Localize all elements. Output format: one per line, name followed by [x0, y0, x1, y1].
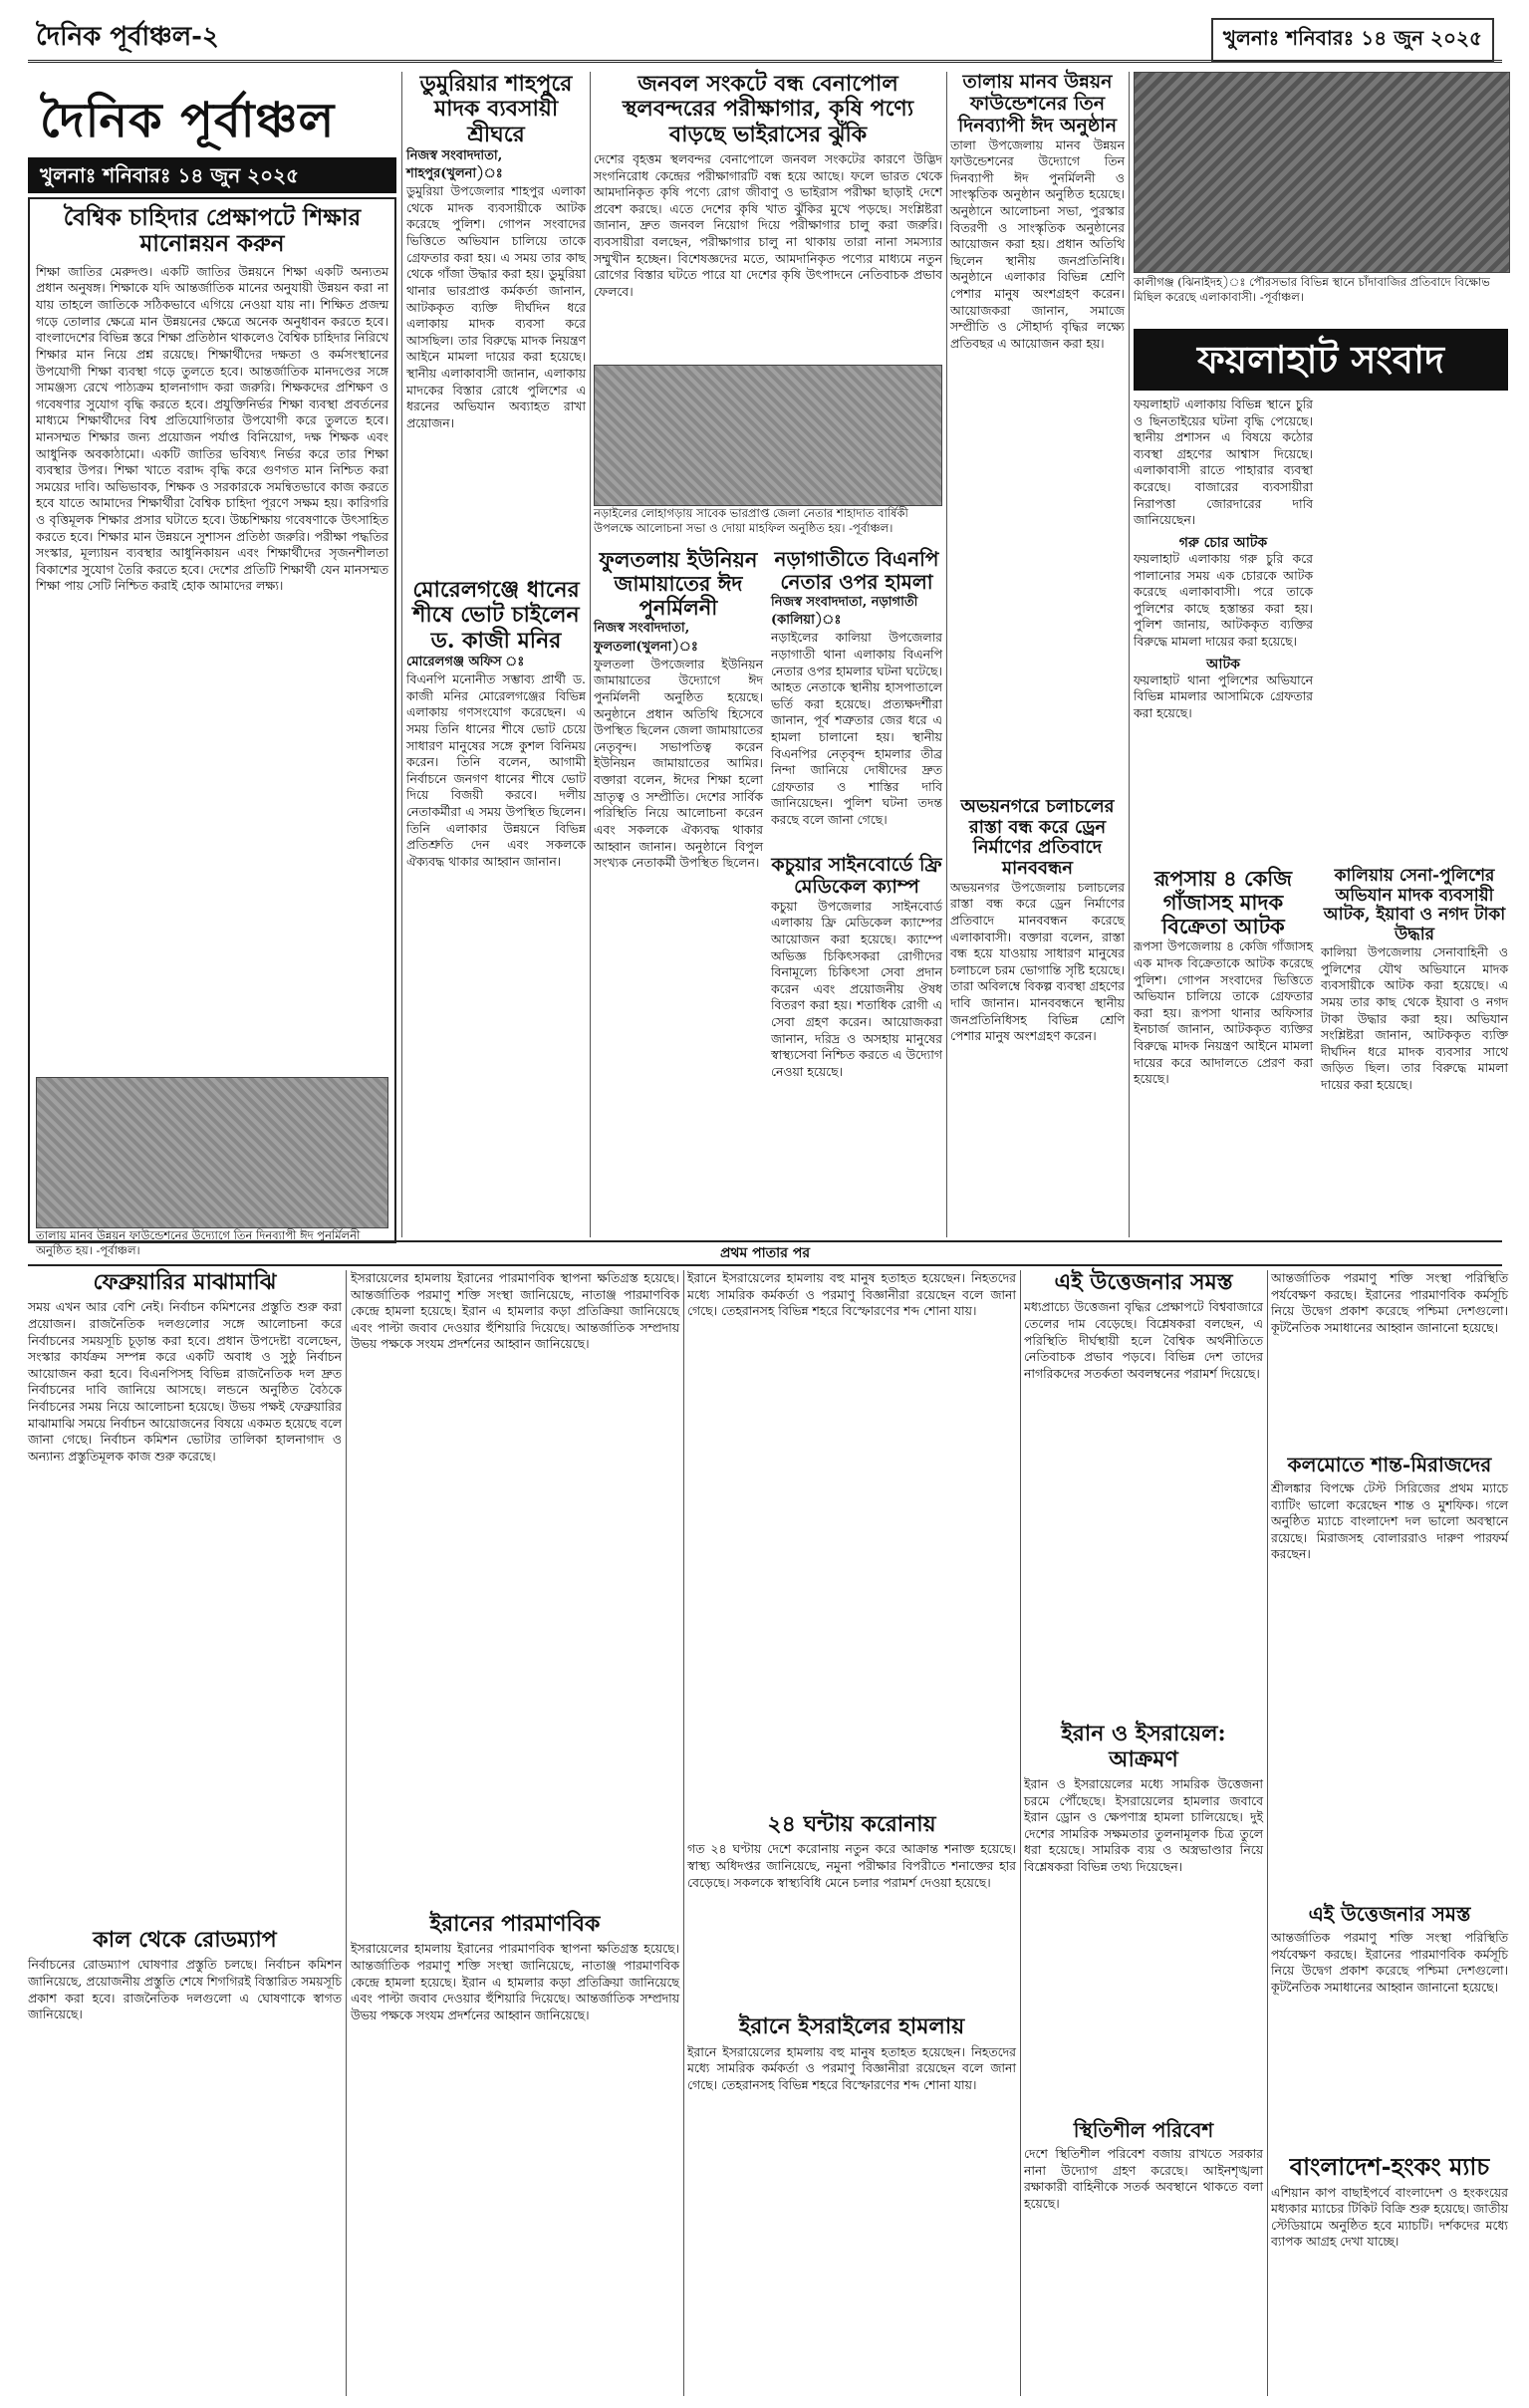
kaliya-headline: কালিয়ায় সেনা-পুলিশের অভিযান মাদক ব্যবসায়ী আটক, ইয়াবা ও নগদ টাকা উদ্ধার — [1323, 866, 1506, 944]
kaliganj-photo-caption: কালীগঞ্জ (ঝিনাইদহ)ঃ পৌরসভার বিভিন্ন স্থানে চাঁদাবাজির প্রতিবাদে বিক্ষোভ মিছিল করেছে এলাকাবাসী। -পূর্বাঞ্চল। — [1134, 275, 1490, 304]
uttejona2-headline: এই উত্তেজনার সমস্ত — [1308, 1902, 1471, 1926]
rupsha-headline: রূপসায় ৪ কেজি গাঁজাসহ মাদক বিক্রেতা আটক — [1153, 866, 1293, 939]
education-photo-caption: তালায় মানব উন্নয়ন ফাউন্ডেশনের উদ্যোগে তিন দিনব্যাপী ঈদ পুনর্মিলনী অনুষ্ঠিত হয়। -পূর্বাঞ্চল। — [36, 1227, 361, 1257]
medical-body: কচুয়া উপজেলার সাইনবোর্ড এলাকায় ফ্রি মেডিকেল ক্যাম্পের আয়োজন করা হয়েছে। ক্যাম্পে অভিজ্ঞ চিকিৎসকরা রোগীদের বিনামূল্যে চিকিৎসা সেবা প্রদান করেন এবং প্রয়োজনীয় ঔষধ বিতরণ করা হয়। শতাধিক রোগী এ সেবা গ্রহণ করেন। আয়োজকরা জানান, দরিদ্র ও অসহায় মানুষের স্বাস্থ্যসেবা নিশ্চিত করতে এ উদ্যোগ নেওয়া হয়েছে। — [771, 898, 942, 1079]
sports-lead: আন্তর্জাতিক পরমাণু শক্তি সংস্থা পরিস্থিতি পর্যবেক্ষণ করছে। ইরানের পারমাণবিক কর্মসূচি নিয়ে উদ্বেগ প্রকাশ করেছে পশ্চিমা দেশগুলো। কূটনৈতিক সমাধানের আহ্বান জানানো হয়েছে। — [1271, 1270, 1508, 1335]
rice-body: বিএনপি মনোনীত সম্ভাব্য প্রার্থী ড. কাজী মনির মোরেলগঞ্জের বিভিন্ন এলাকায় গণসংযোগ করেছেন। এ সময় তিনি ধানের শীষে ভোট চেয়ে সাধারণ মানুষের সঙ্গে কুশল বিনিময় করেন। তিনি বলেন, আগামী নির্বাচনে জনগণ ধানের শীষে ভোট দিয়ে বিজয়ী করবে। দলীয় নেতাকর্মীরা এ সময় উপস্থিত ছিলেন। তিনি এলাকার উন্নয়নে বিভিন্ন প্রতিশ্রুতি দেন এবং সকলকে ঐক্যবদ্ধ থাকার আহ্বান জানান। — [406, 671, 586, 869]
kaliya-article — [1321, 867, 1508, 1235]
israel-attack-column — [687, 1270, 1016, 2396]
drug-byline: নিজস্ব সংবাদদাতা, শাহপুর(খুলনা)ঃ — [406, 147, 503, 182]
faylahat-sub2-headline: আটক — [1206, 656, 1240, 672]
drug-body: ডুমুরিয়া উপজেলার শাহপুর এলাকা থেকে মাদক ব্যবসায়ীকে আটক করেছে পুলিশ। গোপন সংবাদের ভিত্তিতে অভিযান চালিয়ে তাকে গ্রেফতার করা হয়। এ সময় তার কাছ থেকে গাঁজা উদ্ধার করা হয়। ডুমুরিয়া থানার ভারপ্রাপ্ত কর্মকর্তা জানান, আটককৃত ব্যক্তি দীর্ঘদিন ধরে এলাকায় মাদক ব্যবসা করে আসছিল। তার বিরুদ্ধে মাদক নিয়ন্ত্রণ আইনে মামলা দায়ের করা হয়েছে। স্থানীয় এলাকাবাসী জানান, এলাকায় মাদকের বিস্তার রোধে পুলিশের এ ধরনের অভিযান অব্যাহত রাখা প্রয়োজন। — [406, 183, 586, 430]
iran-nuclear-body: ইসরায়েলের হামলায় ইরানের পারমাণবিক স্থাপনা ক্ষতিগ্রস্ত হয়েছে। আন্তর্জাতিক পরমাণু শক্তি সংস্থা জানিয়েছে, নাতাঞ্জ পারমাণবিক কেন্দ্রে হামলা হয়েছে। ইরান এ হামলার কড়া প্রতিক্রিয়া জানিয়েছে এবং পাল্টা জবাব দেওয়ার হুঁশিয়ারি দিয়েছে। আন্তর্জাতিক সম্প্রদায় উভয় পক্ষকে সংযম প্রদর্শনের আহ্বান জানিয়েছে। — [351, 1941, 679, 2022]
benapole-article — [594, 72, 942, 540]
kolmote-headline: কলমোতে শান্ত-মিরাজদের — [1287, 1453, 1492, 1476]
column-rule — [946, 72, 947, 1237]
february-article — [28, 1270, 342, 1918]
column-rule — [683, 1270, 684, 2396]
roadmap-headline: কাল থেকে রোডম্যাপ — [93, 1927, 277, 1953]
narail-byline: নিজস্ব সংবাদদাতা, নড়াগাতী (কালিয়া)ঃ — [771, 595, 918, 629]
uttejona-body: মধ্যপ্রাচ্যে উত্তেজনা বৃদ্ধির প্রেক্ষাপটে বিশ্ববাজারে তেলের দাম বেড়েছে। বিশ্লেষকরা বলছেন, এ পরিস্থিতি দীর্ঘস্থায়ী হলে বৈশ্বিক অর্থনীতিতে নেতিবাচক প্রভাব পড়বে। বিভিন্ন দেশ তাদের নাগরিকদের সতর্কতা অবলম্বনের পরামর্শ দিয়েছে। — [1024, 1299, 1263, 1381]
israel-attack-headline: ইরানে ইসরাইলের হামলায় — [738, 2013, 965, 2040]
hongkong-headline: বাংলাদেশ-হংকং ম্যাচ — [1289, 2152, 1490, 2181]
rice-article — [406, 578, 586, 1235]
column-rule — [1020, 1270, 1021, 2396]
column-rule — [346, 1270, 347, 2396]
benapole-body: দেশের বৃহত্তম স্থলবন্দর বেনাপোলে জনবল সংকটের কারণে উদ্ভিদ সংগনিরোধ কেন্দ্রের পরীক্ষাগারটি বন্ধ হয়ে আছে। ফলে ভারত থেকে আমদানিকৃত কৃষি পণ্যে রোগ জীবাণু ও ভাইরাস পরীক্ষা ছাড়াই দেশে প্রবেশ করছে। এতে দেশের কৃষি খাত ঝুঁকির মুখে পড়ছে। সংশ্লিষ্টরা জানান, দ্রুত জনবল নিয়োগ দিয়ে পরীক্ষাগার চালু করা জরুরি। ব্যবসায়ীরা বলছেন, পরীক্ষাগার চালু না থাকায় তারা নানা সমস্যার সম্মুখীন হচ্ছেন। বিশেষজ্ঞদের মতে, আমদানিকৃত পণ্যের মাধ্যমে নতুন রোগের বিস্তার ঘটতে পারে যা দেশের কৃষি উৎপাদনে নেতিবাচক প্রভাব ফেলবে। — [594, 150, 942, 299]
medical-article — [771, 855, 942, 1235]
february-body: সময় এখন আর বেশি নেই। নির্বাচন কমিশনের প্রস্তুতি শুরু করা প্রয়োজন। রাজনৈতিক দলগুলোর সঙ্গে আলোচনা করে নির্বাচনের সময়সূচি চূড়ান্ত করা হবে। প্রধান উপদেষ্টা বলেছেন, সংস্কার কার্যক্রম সম্পন্ন করে একটি অবাধ ও সুষ্ঠু নির্বাচন আয়োজন করা হবে। বিএনপিসহ বিভিন্ন রাজনৈতিক দল দ্রুত নির্বাচনের দাবি জানিয়ে আসছে। লন্ডনে অনুষ্ঠিত বৈঠকে নির্বাচনের সময় নিয়ে আলোচনা হয়েছে। উভয় পক্ষই ফেব্রুয়ারির মাঝামাঝি সময়ে নির্বাচন আয়োজনের বিষয়ে একমত হয়েছে বলে জানা গেছে। নির্বাচন কমিশন ভোটার তালিকা হালনাগাদ ও অন্যান্য প্রস্তুতিমূলক কাজ শুরু করেছে। — [28, 1299, 342, 1464]
tala-article — [950, 72, 1125, 789]
roadmap-body: নির্বাচনের রোডম্যাপ ঘোষণার প্রস্তুতি চলছে। নির্বাচন কমিশন জানিয়েছে, প্রয়োজনীয় প্রস্তুতি শেষে শিগগিরই বিস্তারিত সময়সূচি প্রকাশ করা হবে। রাজনৈতিক দলগুলো এ ঘোষণাকে স্বাগত জানিয়েছে। — [28, 1957, 342, 2022]
tala-headline: তালায় মানব উন্নয়ন ফাউন্ডেশনের তিন দিনব্যাপী ঈদ অনুষ্ঠান — [957, 71, 1118, 136]
fultola-byline: নিজস্ব সংবাদদাতা, ফুলতলা(খুলনা)ঃ — [594, 621, 698, 655]
header-date: খুলনাঃ শনিবারঃ ১৪ জুন ২০২৫ — [1211, 18, 1494, 63]
faylahat-body: ফয়লাহাট এলাকায় বিভিন্ন স্থানে চুরি ও ছিনতাইয়ের ঘটনা বৃদ্ধি পেয়েছে। স্থানীয় প্রশাসন এ বিষয়ে কঠোর ব্যবস্থা গ্রহণের আশ্বাস দিয়েছে। এলাকাবাসী রাতে পাহারার ব্যবস্থা করেছে। বাজারের ব্যবসায়ীরা নিরাপত্তা জোরদারের দাবি জানিয়েছেন। — [1134, 397, 1313, 528]
faylahat-sub1-headline: গরু চোর আটক — [1178, 534, 1268, 551]
stable-body: দেশে স্থিতিশীল পরিবেশ বজায় রাখতে সরকার নানা উদ্যোগ গ্রহণ করেছে। আইনশৃঙ্খলা রক্ষাকারী বাহিনীকে সতর্ক অবস্থানে থাকতে বলা হয়েছে। — [1024, 2145, 1263, 2211]
fultola-headline: ফুলতলায় ইউনিয়ন জামায়াতের ঈদ পুনর্মিলনী — [599, 547, 758, 621]
drug-headline: ডুমুরিয়ার শাহপুরে মাদক ব্যবসায়ী শ্রীঘরে — [419, 71, 573, 147]
column-rule — [590, 72, 591, 1237]
iran-israel-body: ইরান ও ইসরায়েলের মধ্যে সামরিক উত্তেজনা চরমে পৌঁছেছে। ইসরায়েলের হামলার জবাবে ইরান ড্রোন ও ক্ষেপণাস্ত্র হামলা চালিয়েছে। দুই দেশের সামরিক সক্ষমতার তুলনামূলক চিত্র তুলে ধরা হয়েছে। সামরিক ব্যয় ও অস্ত্রভাণ্ডার নিয়ে বিশ্লেষকরা বিভিন্ন তথ্য দিয়েছেন। — [1024, 1775, 1263, 1874]
column-rule — [1267, 1270, 1268, 2396]
benapole-headline: জনবল সংকটে বন্ধ বেনাপোল স্থলবন্দরের পরীক্ষাগার, কৃষি পণ্যে বাড়ছে ভাইরাসের ঝুঁকি — [622, 71, 914, 147]
roadmap-article — [28, 1928, 342, 2396]
rupsha-body: রূপসা উপজেলায় ৪ কেজি গাঁজাসহ এক মাদক বিক্রেতাকে আটক করেছে পুলিশ। গোপন সংবাদের ভিত্তিতে অভিযান চালিয়ে তাকে গ্রেফতার করা হয়। রূপসা থানার অফিসার ইনচার্জ জানান, আটককৃত ব্যক্তির বিরুদ্ধে মাদক নিয়ন্ত্রণ আইনে মামলা দায়ের করে আদালতে প্রেরণ করা হয়েছে। — [1134, 938, 1313, 1087]
corona-headline: ২৪ ঘন্টায় করোনায় — [767, 1811, 936, 1837]
uttejona-headline: এই উত্তেজনার সমস্ত — [1054, 1269, 1233, 1295]
israel-attack-lead: ইরানে ইসরায়েলের হামলায় বহু মানুষ হতাহত হয়েছেন। নিহতদের মধ্যে সামরিক কর্মকর্তা ও পরমাণু বিজ্ঞানীরা রয়েছেন বলে জানা গেছে। তেহরানসহ বিভিন্ন শহরে বিস্ফোরণের শব্দ শোনা যায়। — [687, 1270, 1016, 1319]
faylahat-section-bar: ফয়লাহাট সংবাদ — [1134, 329, 1508, 391]
rupsha-article — [1134, 867, 1313, 1235]
medical-headline: কচুয়ার সাইনবোর্ডে ফ্রি মেডিকেল ক্যাম্প — [771, 854, 942, 898]
column-rule — [401, 72, 402, 1237]
education-headline: বৈশ্বিক চাহিদার প্রেক্ষাপটে শিক্ষার মানোন্নয়ন করুন — [63, 204, 362, 258]
stable-headline: স্থিতিশীল পরিবেশ — [1073, 2117, 1214, 2142]
tala-body: তালা উপজেলায় মানব উন্নয়ন ফাউন্ডেশনের উদ্যোগে তিন দিনব্যাপী ঈদ পুনর্মিলনী ও সাংস্কৃতিক অনুষ্ঠান অনুষ্ঠিত হয়েছে। অনুষ্ঠানে আলোচনা সভা, পুরস্কার বিতরণী ও সাংস্কৃতিক অনুষ্ঠানের আয়োজন করা হয়। প্রধান অতিথি ছিলেন স্থানীয় জনপ্রতিনিধি। অনুষ্ঠানে এলাকার বিভিন্ন শ্রেণি পেশার মানুষ অংশগ্রহণ করেন। আয়োজকরা জানান, সমাজে সম্প্রীতি ও সৌহার্দ্য বৃদ্ধির লক্ষ্যে প্রতিবছর এ আয়োজন করা হয়। — [950, 136, 1125, 351]
fultola-article — [594, 548, 763, 1235]
israel-attack-body: ইরানে ইসরায়েলের হামলায় বহু মানুষ হতাহত হয়েছেন। নিহতদের মধ্যে সামরিক কর্মকর্তা ও পরমাণু বিজ্ঞানীরা রয়েছেন বলে জানা গেছে। তেহরানসহ বিভিন্ন শহরে বিস্ফোরণের শব্দ শোনা যায়। — [687, 2043, 1016, 2092]
masthead-title: দৈনিক পূর্বাঞ্চল — [40, 93, 336, 148]
fultola-body: ফুলতলা উপজেলার ইউনিয়ন জামায়াতের উদ্যোগে ঈদ পুনর্মিলনী অনুষ্ঠিত হয়েছে। অনুষ্ঠানে প্রধান অতিথি হিসেবে উপস্থিত ছিলেন জেলা জামায়াতের নেতৃবৃন্দ। সভাপতিত্ব করেন ইউনিয়ন জামায়াতের আমির। বক্তারা বলেন, ঈদের শিক্ষা হলো ভ্রাতৃত্ব ও সম্প্রীতি। দেশের সার্বিক পরিস্থিতি নিয়ে আলোচনা করেন এবং সকলকে ঐক্যবদ্ধ থাকার আহ্বান জানান। অনুষ্ঠানে বিপুল সংখ্যক নেতাকর্মী উপস্থিত ছিলেন। — [594, 656, 763, 871]
canal-body: অভয়নগর উপজেলায় চলাচলের রাস্তা বন্ধ করে ড্রেন নির্মাণের প্রতিবাদে মানববন্ধন করেছে এলাকাবাসী। বক্তারা বলেন, রাস্তা বন্ধ হয়ে যাওয়ায় সাধারণ মানুষের চলাচলে চরম ভোগান্তি সৃষ্টি হয়েছে। তারা অবিলম্বে বিকল্প ব্যবস্থা গ্রহণের দাবি জানান। মানববন্ধনে স্থানীয় জনপ্রতিনিধিসহ বিভিন্ন শ্রেণি পেশার মানুষ অংশগ্রহণ করেন। — [950, 879, 1125, 1044]
canal-article — [950, 797, 1125, 1235]
faylahat-sub2-body: ফয়লাহাট থানা পুলিশের অভিযানে বিভিন্ন মামলার আসামিকে গ্রেফতার করা হয়েছে। — [1134, 671, 1313, 720]
narail-body: নড়াইলের কালিয়া উপজেলার নড়াগাতী থানা এলাকায় বিএনপি নেতার ওপর হামলার ঘটনা ঘটেছে। আহত নেতাকে স্থানীয় হাসপাতালে ভর্তি করা হয়েছে। প্রত্যক্ষদর্শীরা জানান, পূর্ব শত্রুতার জের ধরে এ হামলা চালানো হয়। স্থানীয় বিএনপির নেতৃবৃন্দ হামলার তীব্র নিন্দা জানিয়ে দোষীদের দ্রুত গ্রেফতার ও শাস্তির দাবি জানিয়েছেন। পুলিশ ঘটনা তদন্ত করছে বলে জানা গেছে। — [771, 630, 942, 828]
iran-nuclear-article — [351, 1270, 679, 2396]
iran-nuclear-headline: ইরানের পারমাণবিক — [429, 1911, 601, 1937]
page-header — [28, 8, 1502, 63]
masthead-date: খুলনাঃ শনিবারঃ ১৪ জুন ২০২৫ — [28, 157, 396, 193]
canal-headline: অভয়নগরে চলাচলের রাস্তা বন্ধ করে ড্রেন নির্মাণের প্রতিবাদে মানববন্ধন — [960, 796, 1115, 880]
kaliya-body: কালিয়া উপজেলায় সেনাবাহিনী ও পুলিশের যৌথ অভিযানে মাদক ব্যবসায়ীকে আটক করা হয়েছে। এ সময় তার কাছ থেকে ইয়াবা ও নগদ টাকা উদ্ধার করা হয়। অভিযান সংশ্লিষ্টরা জানান, আটককৃত ব্যক্তি দীর্ঘদিন ধরে মাদক ব্যবসার সাথে জড়িত ছিল। তার বিরুদ্ধে মামলা দায়ের করা হয়েছে। — [1321, 944, 1508, 1093]
sports-column — [1271, 1270, 1508, 2396]
drug-article — [406, 72, 586, 570]
education-photo — [36, 1077, 388, 1228]
hongkong-body: এশিয়ান কাপ বাছাইপর্বে বাংলাদেশ ও হংকংয়ের মধ্যকার ম্যাচের টিকিট বিক্রি শুরু হয়েছে। জাতীয় স্টেডিয়ামে অনুষ্ঠিত হবে ম্যাচটি। দর্শকদের মধ্যে ব্যাপক আগ্রহ দেখা যাচ্ছে। — [1271, 2184, 1508, 2250]
narail-headline: নড়াগাতীতে বিএনপি নেতার ওপর হামলা — [774, 547, 939, 594]
benapole-photo-caption: নড়াইলের লোহাগড়ায় সাবেক ভারপ্রাপ্ত জেলা নেতার শাহাদাত বার্ষিকী উপলক্ষে আলোচনা সভা ও দোয়া মাহফিল অনুষ্ঠিত হয়। -পূর্বাঞ্চল। — [594, 505, 908, 535]
february-headline: ফেব্রুয়ারির মাঝামাঝি — [93, 1269, 277, 1295]
faylahat-sub1-body: ফয়লাহাট এলাকায় গরু চুরি করে পালানোর সময় এক চোরকে আটক করেছে এলাকাবাসী। পরে তাকে পুলিশের কাছে হস্তান্তর করা হয়। পুলিশ জানায়, আটককৃত ব্যক্তির বিরুদ্ধে মামলা দায়ের করা হয়েছে। — [1134, 550, 1313, 650]
rice-headline: মোরেলগঞ্জে ধানের শীষে ভোট চাইলেন ড. কাজী মনির — [412, 577, 580, 654]
kaliganj-photo — [1134, 72, 1510, 273]
column-rule — [1129, 72, 1130, 1237]
header-paper-name: দৈনিক পূর্বাঞ্চল-২ — [36, 22, 219, 52]
narail-article — [771, 548, 942, 847]
uttejona-column — [1024, 1270, 1263, 2396]
benapole-photo — [594, 365, 942, 506]
rice-byline: মোরেলগঞ্জ অফিস ঃ — [406, 654, 525, 669]
section-continued-bar: প্রথম পাতার পর — [28, 1240, 1502, 1266]
education-body: শিক্ষা জাতির মেরুদণ্ড। একটি জাতির উন্নয়নে শিক্ষা একটি অন্যতম প্রধান অনুষঙ্গ। শিক্ষাকে যদি আন্তর্জাতিক মানের অনুযায়ী উন্নয়ন করা না যায় তাহলে জাতিকে সঠিকভাবে এগিয়ে নেওয়া যায় না। শিক্ষিত প্রজন্ম গড়ে তোলার ক্ষেত্রে মান উন্নয়নের ক্ষেত্রে অনেক অনুধাবন করতে হবে। বাংলাদেশের বিভিন্ন স্তরে শিক্ষা প্রতিষ্ঠান থাকলেও বৈশ্বিক চাহিদার নিরিখে শিক্ষার মান নিয়ে প্রশ্ন রয়েছে। শিক্ষার্থীদের দক্ষতা ও কর্মসংস্থানের উপযোগী শিক্ষা ব্যবস্থা গড়ে তুলতে হবে। আন্তর্জাতিক মানদণ্ডের সঙ্গে সামঞ্জস্য রেখে পাঠ্যক্রম হালনাগাদ করা জরুরি। শিক্ষকদের প্রশিক্ষণ ও গবেষণার সুযোগ বৃদ্ধি করতে হবে। প্রযুক্তিনির্ভর শিক্ষা ব্যবস্থা প্রবর্তনের মাধ্যমে শিক্ষার্থীদের বিশ্ব প্রতিযোগিতার উপযোগী করে তুলতে হবে। মানসম্মত শিক্ষার জন্য প্রয়োজন পর্যাপ্ত বিনিয়োগ, দক্ষ শিক্ষক এবং আধুনিক অবকাঠামো। একটি জাতির ভবিষ্যৎ নির্ভর করে তার শিক্ষা ব্যবস্থার উপর। শিক্ষা খাতে বরাদ্দ বৃদ্ধি করে গুণগত মান নিশ্চিত করা সময়ের দাবি। অভিভাবক, শিক্ষক ও সরকারকে সমন্বিতভাবে কাজ করতে হবে যাতে আমাদের শিক্ষার্থীরা বৈশ্বিক চাহিদা পূরণে সক্ষম হয়। কারিগরি ও বৃত্তিমূলক শিক্ষার প্রসার ঘটাতে হবে। উচ্চশিক্ষায় গবেষণাকে উৎসাহিত করতে হবে। শিক্ষার মান উন্নয়নে সুশাসন প্রতিষ্ঠা জরুরি। পরীক্ষা পদ্ধতির সংস্কার, মূল্যায়ন ব্যবস্থার আধুনিকায়ন এবং শিক্ষার্থীদের সৃজনশীলতা বিকাশের সুযোগ তৈরি করতে হবে। দেশের প্রতিটি শিক্ষার্থী যেন মানসম্মত শিক্ষা পায় সেটি নিশ্চিত করাই হোক আমাদের লক্ষ্য। — [36, 263, 388, 594]
iran-israel-headline: ইরান ও ইসরায়েল: আক্রমণ — [1061, 1721, 1226, 1772]
iran-nuclear-lead: ইসরায়েলের হামলায় ইরানের পারমাণবিক স্থাপনা ক্ষতিগ্রস্ত হয়েছে। আন্তর্জাতিক পরমাণু শক্তি সংস্থা জানিয়েছে, নাতাঞ্জ পারমাণবিক কেন্দ্রে হামলা হয়েছে। ইরান এ হামলার কড়া প্রতিক্রিয়া জানিয়েছে এবং পাল্টা জবাব দেওয়ার হুঁশিয়ারি দিয়েছে। আন্তর্জাতিক সম্প্রদায় উভয় পক্ষকে সংযম প্রদর্শনের আহ্বান জানিয়েছে। — [351, 1270, 679, 1352]
corona-body: গত ২৪ ঘণ্টায় দেশে করোনায় নতুন করে আক্রান্ত শনাক্ত হয়েছে। স্বাস্থ্য অধিদপ্তর জানিয়েছে, নমুনা পরীক্ষার বিপরীতে শনাক্তের হার বেড়েছে। সকলকে স্বাস্থ্যবিধি মেনে চলার পরামর্শ দেওয়া হয়েছে। — [687, 1841, 1016, 1890]
education-article — [28, 197, 396, 1257]
kolmote-body: শ্রীলঙ্কার বিপক্ষে টেস্ট সিরিজের প্রথম ম্যাচে ব্যাটিং ভালো করেছেন শান্ত ও মুশফিক। গলে অনুষ্ঠিত ম্যাচে বাংলাদেশ দল ভালো অবস্থানে রয়েছে। মিরাজসহ বোলাররাও দারুণ পারফর্ম করছেন। — [1271, 1480, 1508, 1562]
uttejona2-body: আন্তর্জাতিক পরমাণু শক্তি সংস্থা পরিস্থিতি পর্যবেক্ষণ করছে। ইরানের পারমাণবিক কর্মসূচি নিয়ে উদ্বেগ প্রকাশ করেছে পশ্চিমা দেশগুলো। কূটনৈতিক সমাধানের আহ্বান জানানো হয়েছে। — [1271, 1930, 1508, 1995]
